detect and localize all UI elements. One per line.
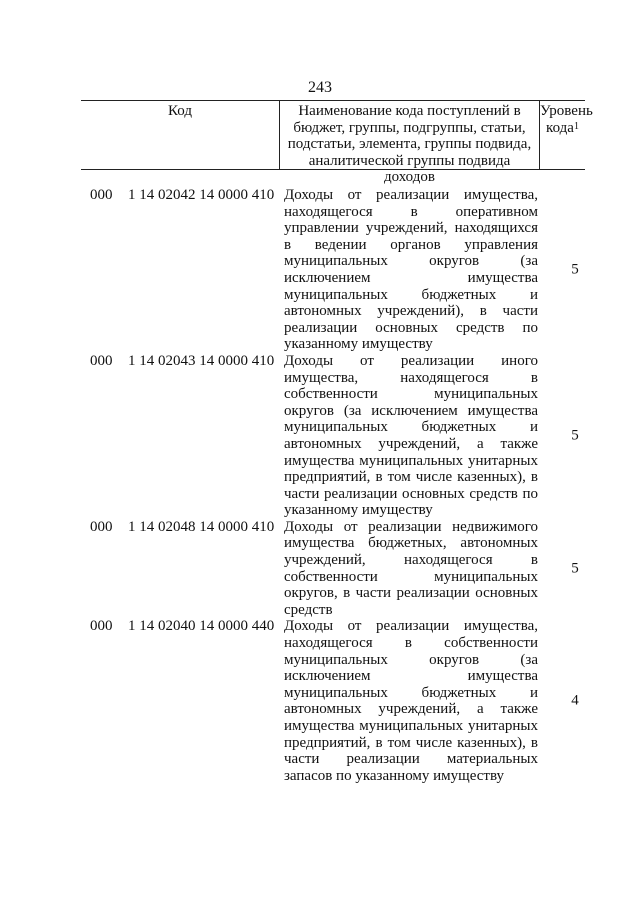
admin-code: 000 <box>90 187 113 203</box>
code-level: 5 <box>571 261 579 278</box>
table-row <box>0 353 640 519</box>
revenue-description: Доходы от реализации имущества, находящегося в собственности муниципальных округов (за исключением имущества муниципальных бюджетных и автономных учреждений, а также имущества муниципальных унитарных предприятий, в том числе казенных), в части реализации материальных запасов по указанному имуществу <box>284 618 538 784</box>
header-level-label: Уровень кода <box>540 103 593 136</box>
table-row <box>0 187 640 353</box>
header-level-footnote: 1 <box>573 121 579 132</box>
header-level <box>540 101 593 169</box>
page-number: 243 <box>308 79 332 96</box>
revenue-description: Доходы от реализации иного имущества, находящегося в собственности муниципальных округов (за исключением имущества муниципальных бюджетных и автономных учреждений, а также имущества муниципальных унитарных предприятий, в том числе казенных), в части реализации основных средств по указанному имуществу <box>284 352 538 519</box>
admin-code: 000 <box>90 618 113 635</box>
code-level: 5 <box>571 560 579 577</box>
table-header <box>81 100 593 186</box>
admin-code: 000 <box>90 352 113 369</box>
table-row <box>0 519 640 619</box>
revenue-code: 1 14 02043 14 0000 410 <box>128 352 275 369</box>
code-level: 5 <box>571 427 579 444</box>
header-code: Код <box>81 101 280 169</box>
revenue-code: 1 14 02042 14 0000 410 <box>128 187 275 203</box>
code-level: 4 <box>571 693 579 710</box>
table-body <box>0 187 640 784</box>
admin-code: 000 <box>90 518 113 535</box>
revenue-code: 1 14 02040 14 0000 440 <box>128 618 275 635</box>
header-name: Наименование кода поступлений в бюджет, группы, подгруппы, статьи, подстатьи, элемента, группы подвида, аналитической группы подвида доходов <box>280 101 540 169</box>
revenue-description: Доходы от реализации недвижимого имущества бюджетных, автономных учреждений, находящегося в собственности муниципальных округов, в части реализации основных средств <box>284 518 538 618</box>
revenue-description: Доходы от реализации имущества, находящегося в оперативном управлении учреждений, находящихся в ведении органов управления муниципальных округов (за исключением имущества муниципальных бюджетных и автономных учреждений), в части реализации основных средств по указанному имуществу <box>284 187 538 353</box>
revenue-code: 1 14 02048 14 0000 410 <box>128 518 275 535</box>
table-row <box>0 618 640 784</box>
